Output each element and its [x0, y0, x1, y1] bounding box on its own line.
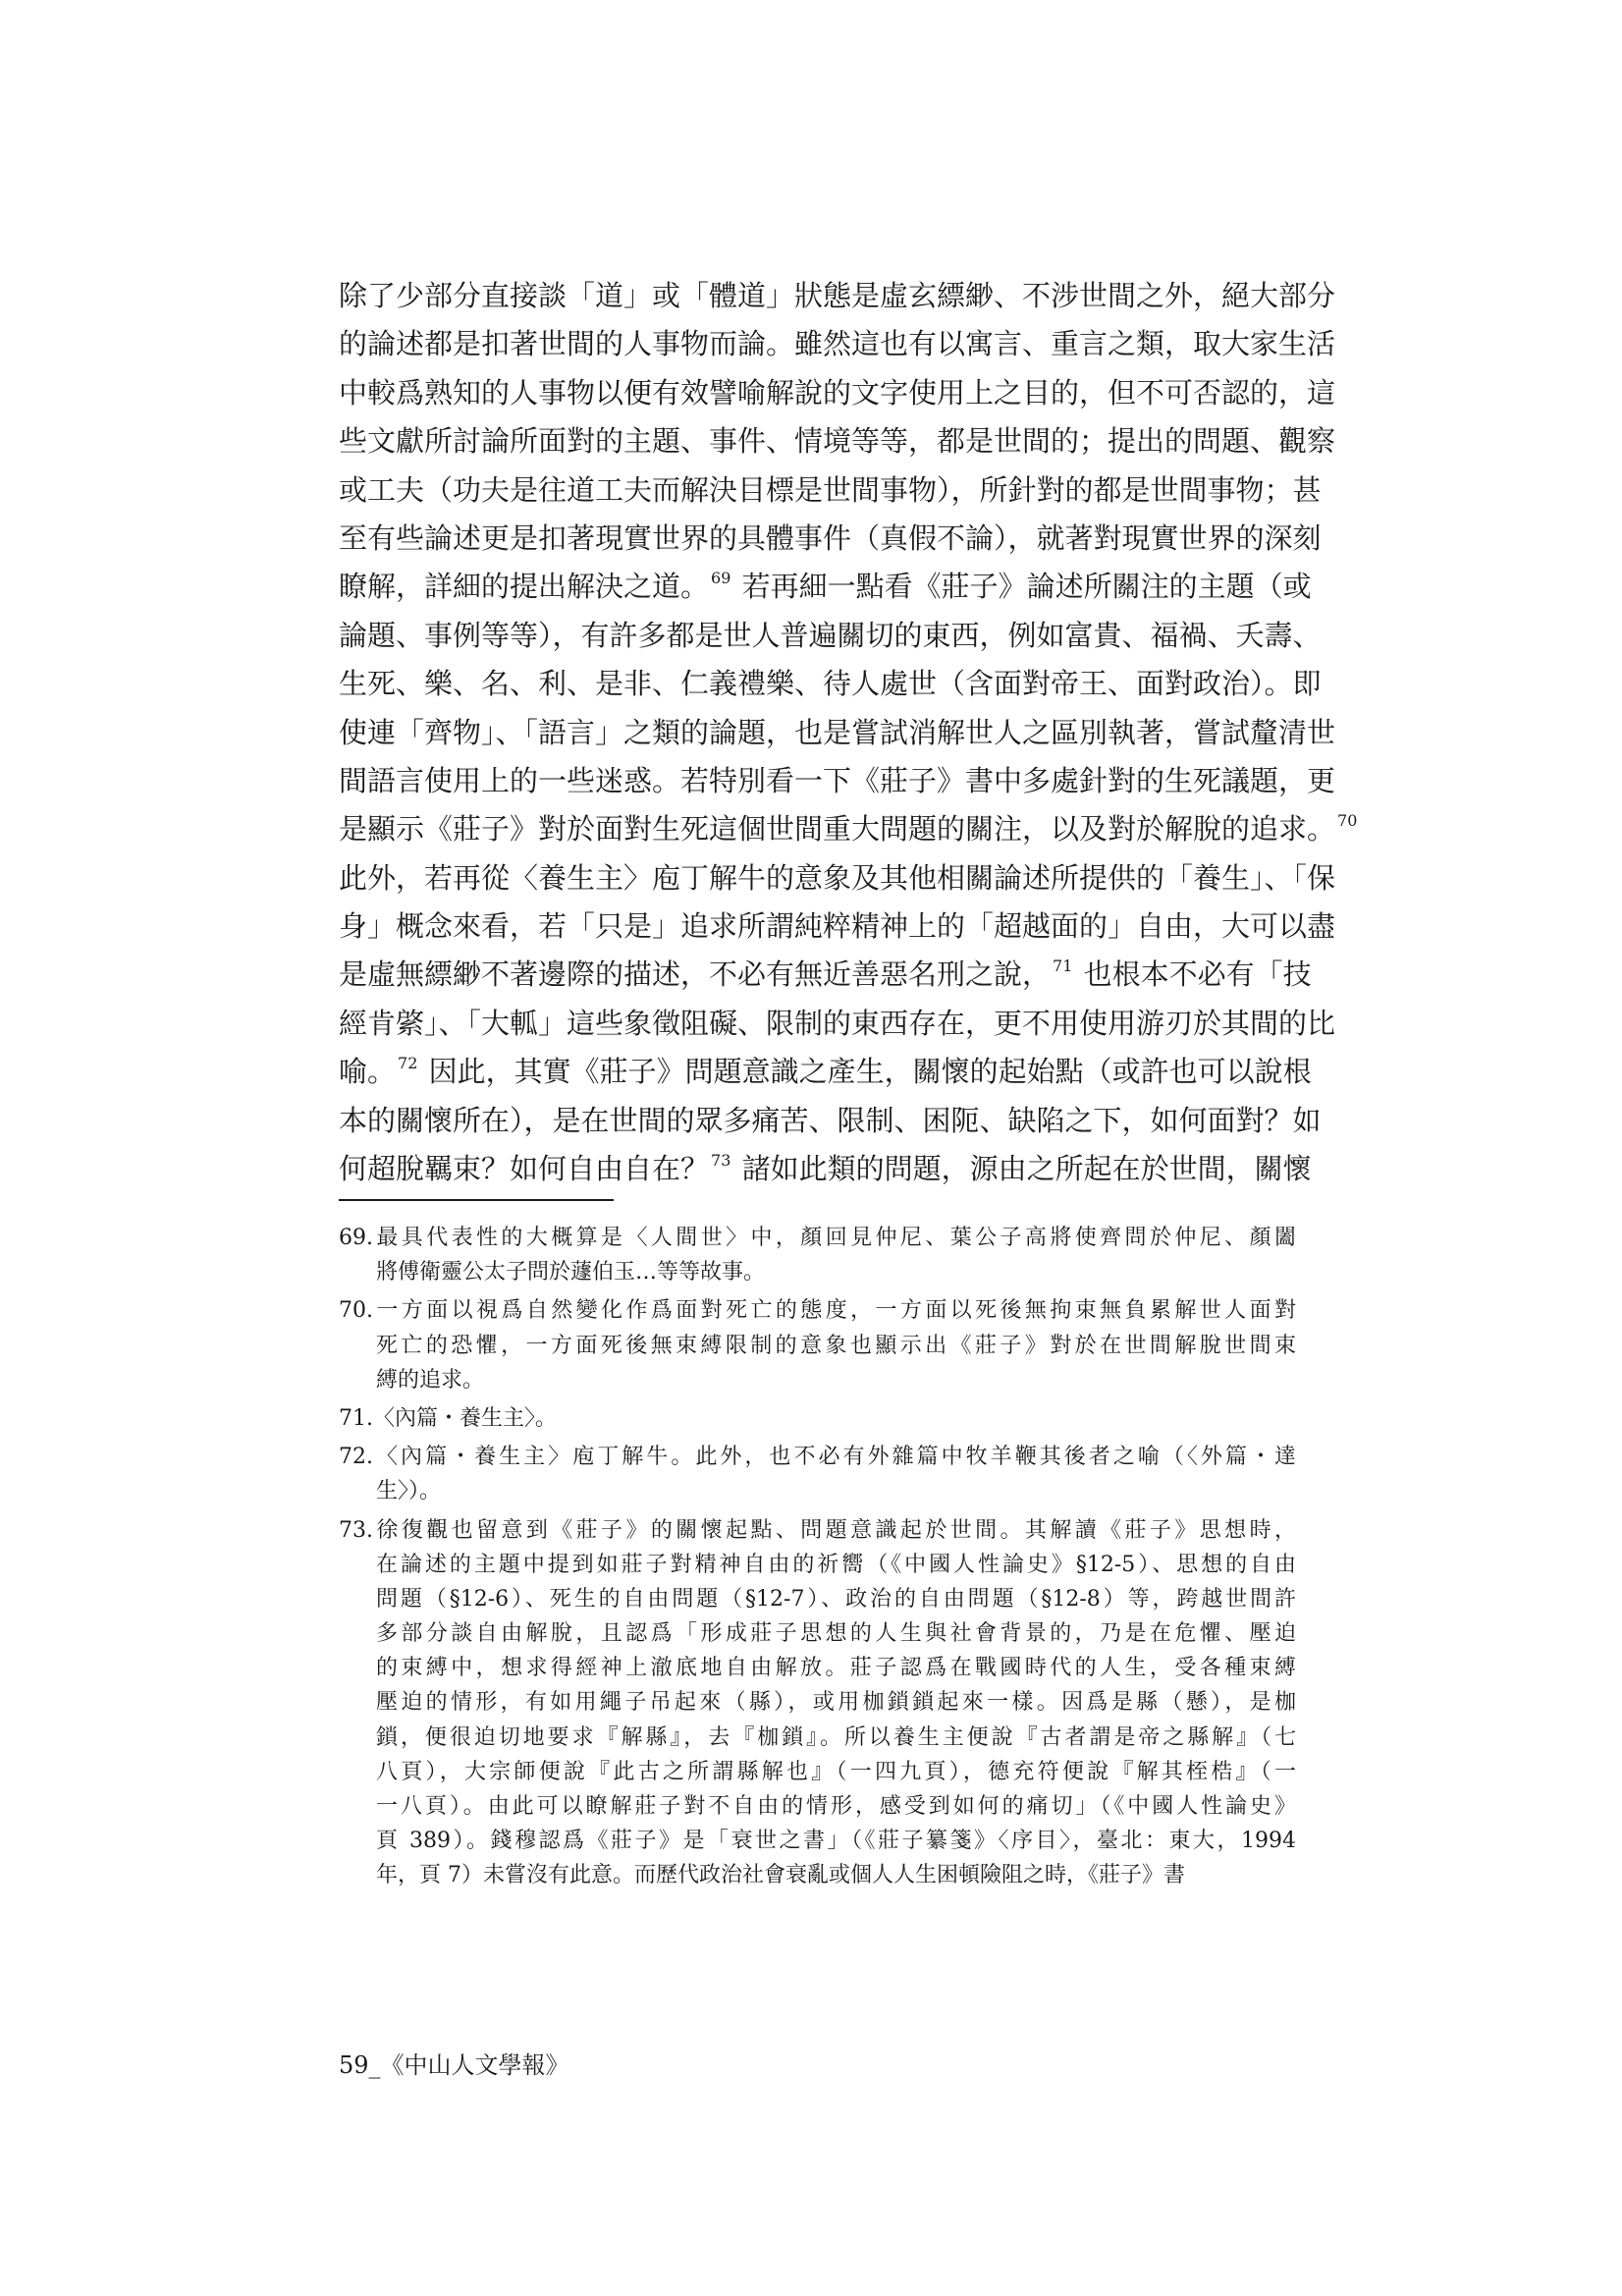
body-text-segment: 諸如此類的問題，源由之所起在於世間，關懷: [732, 1152, 1312, 1186]
body-text-segment: 喻。: [339, 1055, 397, 1089]
body-line: [339, 563, 1312, 611]
body-line: [339, 951, 1312, 999]
footnote: [339, 1440, 1296, 1508]
body-line: [339, 369, 1336, 417]
footnote-line: 鎖，便很迫切地要求『解縣』，去『枷鎖』。所以養生主便說『古者謂是帝之縣解』（七: [376, 1724, 1296, 1750]
footnote: [339, 1293, 1296, 1397]
body-text-segment: 些文獻所討論所面對的主題、事件、情境等等，都是世間的；提出的問題、觀察: [339, 424, 1336, 459]
body-text-segment: 生死、樂、名、利、是非、仁義禮樂、待人處世（含面對帝王、面對政治）。即: [339, 667, 1322, 701]
body-text: [339, 272, 1358, 1193]
footnote-line: 頁 389）。錢穆認爲《莊子》是「衰世之書」（《莊子纂箋》〈序目〉，臺北：東大，1994: [376, 1829, 1296, 1854]
footnote: [339, 1221, 1296, 1289]
body-line: [339, 757, 1336, 805]
body-text-segment: 或工夫（功夫是往道工夫而解決目標是世間事物），所針對的都是世間事物；甚: [339, 472, 1322, 507]
footnote-line: 壓迫的情形，有如用繩子吊起來（縣），或用枷鎖鎖起來一樣。因爲是縣（懸），是枷: [376, 1690, 1296, 1716]
body-text-segment: 間語言使用上的一些迷惑。若特別看一下《莊子》書中多處針對的生死議題，更: [339, 763, 1336, 797]
body-text-segment: 使連「齊物」、「語言」之類的論題，也是嘗試消解世人之區別執著，嘗試釐清世: [339, 715, 1336, 749]
footnote-line: 一八頁）。由此可以瞭解莊子對不自由的情形，感受到如何的痛切」（《中國人性論史》: [376, 1794, 1296, 1819]
footnote-reference[interactable]: 70: [1337, 811, 1358, 831]
body-line: [339, 805, 1358, 853]
body-text-segment: 是顯示《莊子》對於面對生死這個世間重大問題的關注，以及對於解脫的追求。: [339, 812, 1336, 847]
body-text-segment: 經肯綮」、「大軱」這些象徵阻礙、限制的東西存在，更不用使用游刃於其間的比: [339, 1006, 1336, 1040]
body-text-segment: 除了少部分直接談「道」或「體道」狀態是虛玄縹緲、不涉世間之外，絕大部分: [339, 279, 1336, 312]
body-text-segment: 中較爲熟知的人事物以便有效譬喻解說的文字使用上之目的，但不可否認的，這: [339, 375, 1336, 410]
footnote-line: 73.徐復觀也留意到《莊子》的關懷起點、問題意識起於世間。其解讀《莊子》思想時，: [339, 1517, 1296, 1543]
footnote: [339, 1401, 1296, 1436]
page-footer: [339, 2050, 569, 2081]
footnote-line: 在論述的主題中提到如莊子對精神自由的祈嚮（《中國人性論史》§12-5）、思想的自由: [376, 1552, 1296, 1577]
body-line: [339, 1048, 1312, 1096]
body-text-segment: 的論述都是扣著世間的人事物而論。雖然這也有以寓言、重言之類，取大家生活: [339, 327, 1336, 361]
footnote-line: 年，頁 7）未嘗沒有此意。而歷代政治社會衰亂或個人人生困頓險阻之時，《莊子》書: [376, 1863, 1185, 1888]
footnote-reference[interactable]: 73: [711, 1151, 731, 1171]
footnote-reference[interactable]: 71: [1053, 957, 1073, 976]
body-text-segment: 因此，其實《莊子》問題意識之產生，關懷的起始點（或許也可以說根: [419, 1055, 1312, 1089]
body-line: [339, 660, 1322, 708]
body-line: [339, 515, 1322, 563]
footnote-line: 問題（§12-6）、死生的自由問題（§12-7）、政治的自由問題（§12-8）等，跨越世間許: [376, 1586, 1296, 1612]
body-text-segment: 何超脫羈束？如何自由自在？: [339, 1152, 710, 1186]
footnote-line: 70.一方面以視爲自然變化作爲面對死亡的態度，一方面以死後無拘束無負累解世人面對: [339, 1298, 1296, 1324]
body-text-segment: 至有些論述更是扣著現實世界的具體事件（真假不論），就著對現實世界的深刻: [339, 520, 1322, 555]
body-line: [339, 902, 1336, 951]
footnote: [339, 1513, 1296, 1893]
body-line: [339, 272, 1336, 320]
page-number: 59: [339, 2051, 369, 2079]
body-line: [339, 466, 1322, 515]
footnote-line: 縛的追求。: [376, 1367, 485, 1393]
body-line: [339, 1145, 1312, 1193]
body-line: [339, 612, 1322, 660]
footnote-divider: [339, 1199, 614, 1201]
footnote-line: 多部分談自由解脫，且認爲「形成莊子思想的人生與社會背景的，乃是在危懼、壓迫: [376, 1621, 1296, 1647]
body-text-segment: 是虛無縹緲不著邊際的描述，不必有無近善惡名刑之說，: [339, 957, 1052, 992]
body-text-segment: 若再細一點看《莊子》論述所關注的主題（或: [732, 570, 1312, 604]
footnote-reference[interactable]: 72: [398, 1054, 418, 1073]
body-line: [339, 1000, 1336, 1048]
body-text-segment: 本的關懷所在），是在世間的眾多痛苦、限制、困阨、缺陷之下，如何面對？如: [339, 1103, 1322, 1137]
footnotes: [339, 1221, 1296, 1897]
body-line: [339, 854, 1336, 902]
body-line: [339, 417, 1336, 465]
body-line: [339, 1097, 1322, 1145]
body-line: [339, 320, 1336, 368]
body-line: [339, 709, 1336, 757]
footnote-line: 生〉）。: [376, 1479, 442, 1504]
footnote-line: 的束縛中，想求得經神上澈底地自由解放。莊子認爲在戰國時代的人生，受各種束縛: [376, 1656, 1296, 1681]
footnote-line: 八頁），大宗師便說『此古之所謂縣解也』（一四九頁），德充符便說『解其桎梏』（一: [376, 1759, 1296, 1784]
body-text-segment: 也根本不必有「技: [1074, 957, 1312, 992]
body-text-segment: 身」概念來看，若「只是」追求所謂純粹精神上的「超越面的」自由，大可以盡: [339, 909, 1336, 944]
footnote-line: 69.最具代表性的大概算是〈人間世〉中，顏回見仲尼、葉公子高將使齊問於仲尼、顏闔: [339, 1226, 1296, 1250]
body-text-segment: 論題、事例等等），有許多都是世人普遍關切的東西，例如富貴、福禍、夭壽、: [339, 618, 1322, 652]
body-text-segment: 瞭解，詳細的提出解決之道。: [339, 570, 710, 604]
footnote-line: 71.〈內篇・養生主〉。: [339, 1405, 557, 1431]
journal-title: _《中山人文學報》: [368, 2051, 569, 2079]
footnote-line: 將傅衛靈公太子問於蘧伯玉…等等故事。: [376, 1260, 766, 1285]
footnote-reference[interactable]: 69: [711, 569, 731, 588]
footnote-line: 72.〈內篇・養生主〉庖丁解牛。此外，也不必有外雜篇中牧羊鞭其後者之喻（〈外篇・達: [339, 1445, 1296, 1470]
footnote-line: 死亡的恐懼，一方面死後無束縛限制的意象也顯示出《莊子》對於在世間解脫世間束: [376, 1333, 1296, 1358]
body-text-segment: 此外，若再從〈養生主〉庖丁解牛的意象及其他相關論述所提供的「養生」、「保: [339, 860, 1336, 895]
